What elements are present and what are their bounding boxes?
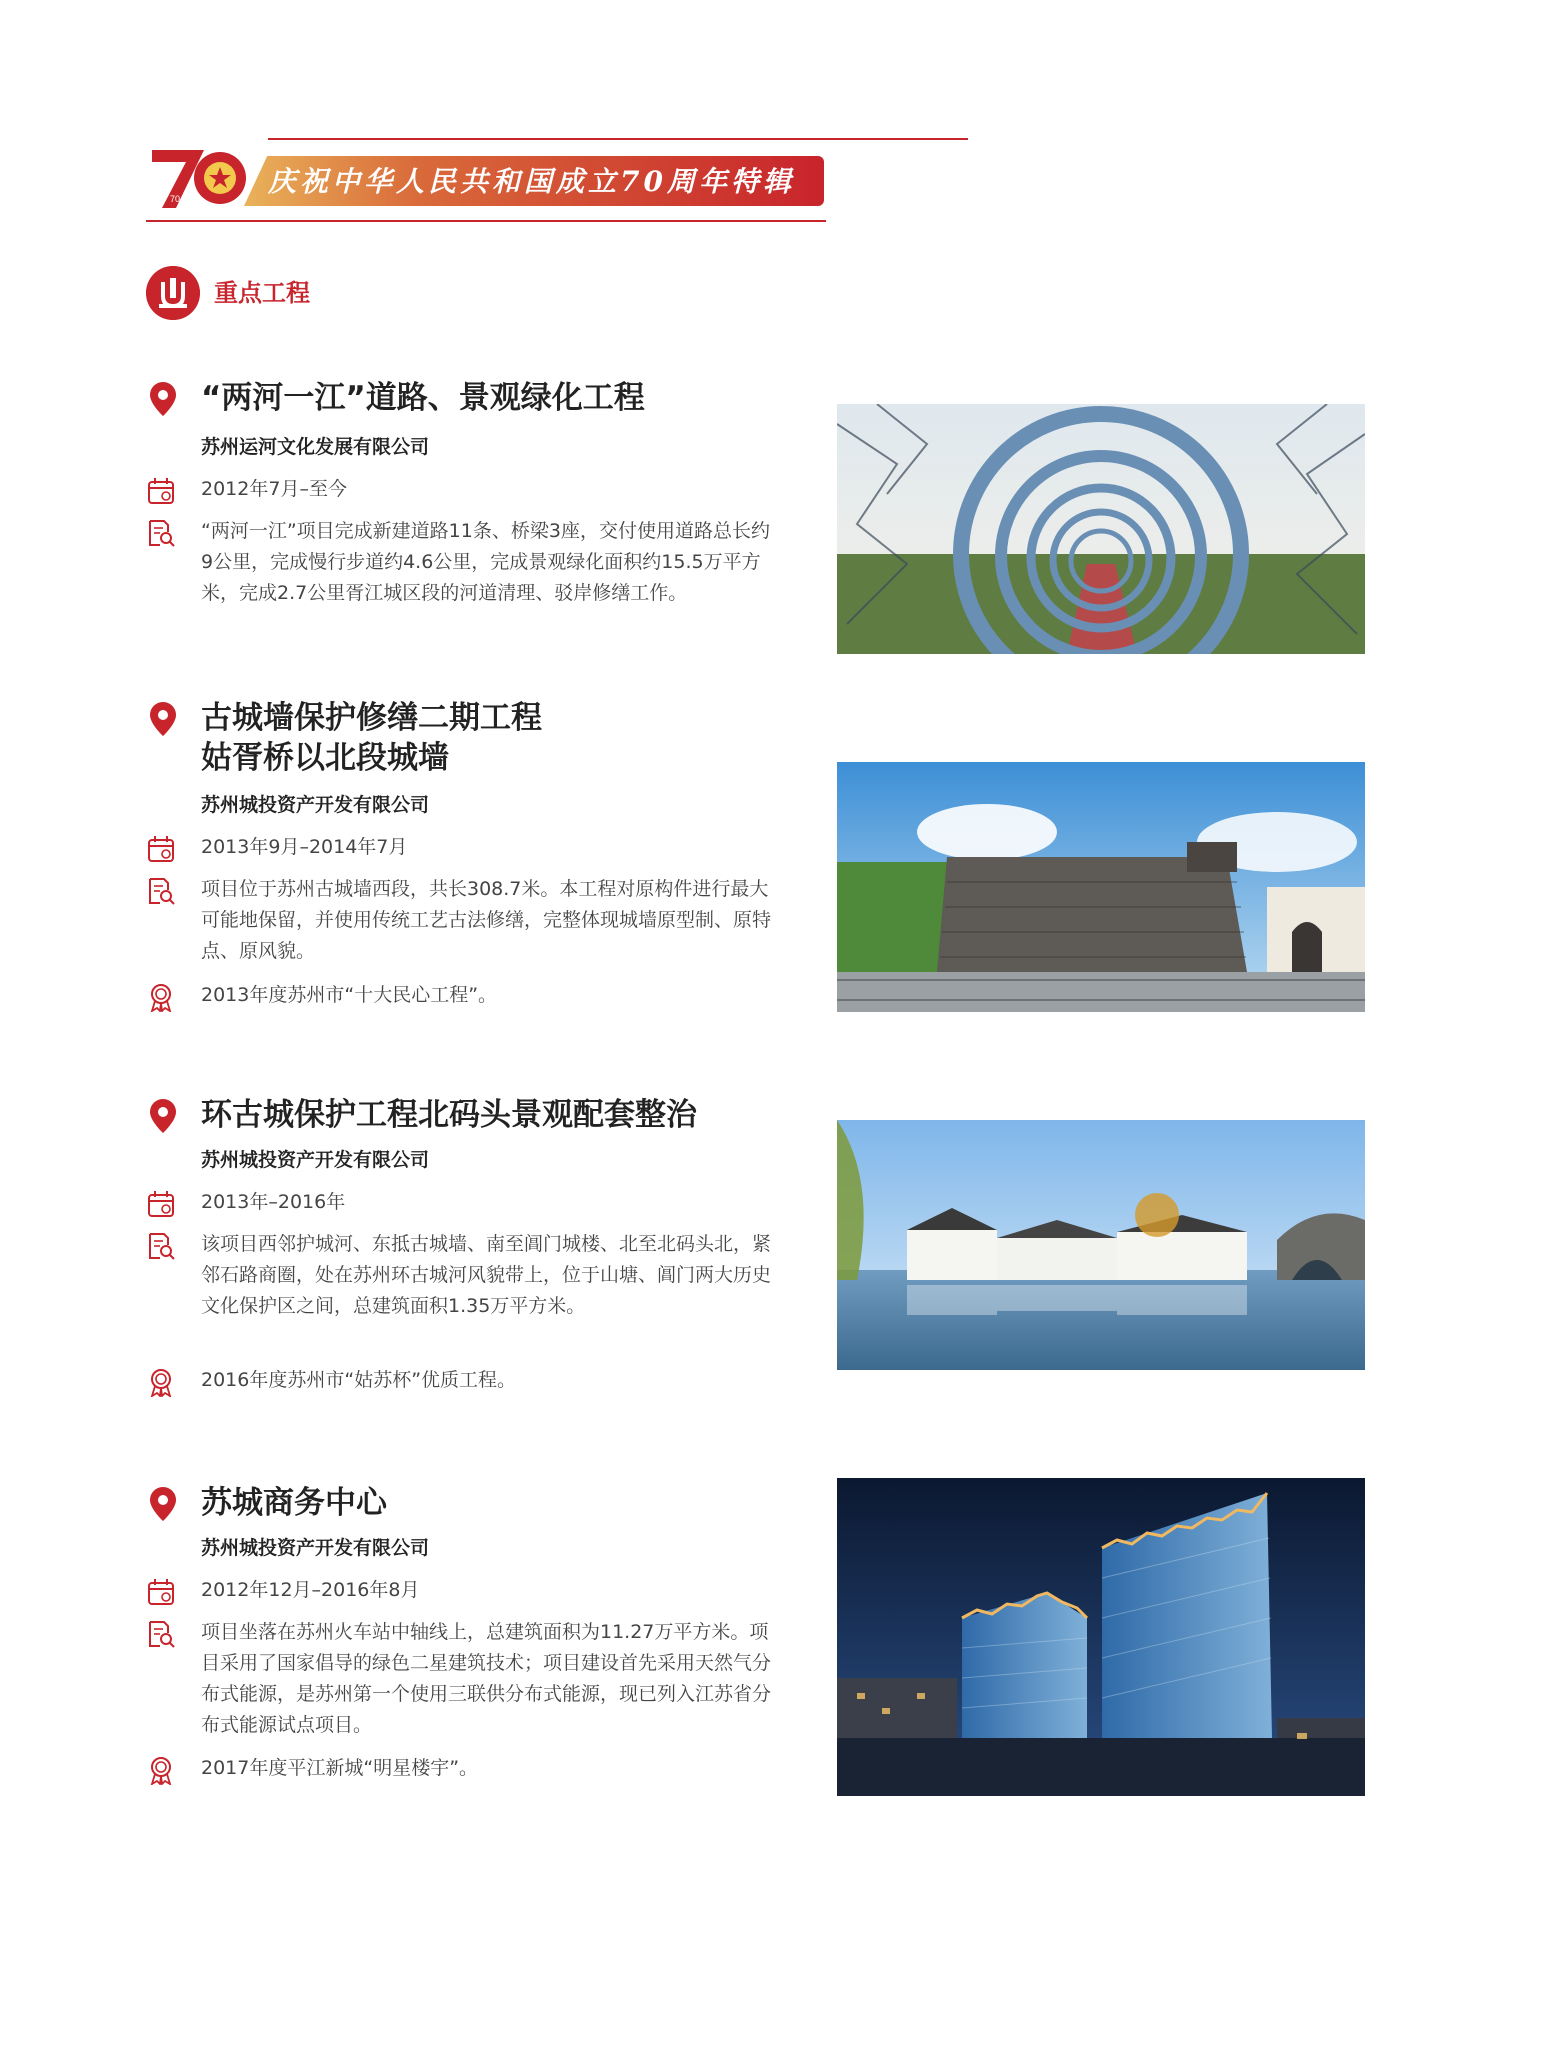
project-company: 苏州城投资产开发有限公司 (201, 1149, 430, 1171)
project-title-line-2: 姑胥桥以北段城墙 (201, 740, 449, 776)
project-period: 2012年12月–2016年8月 (201, 1579, 420, 1601)
map-pin-icon (150, 1099, 176, 1133)
project-1-photo (837, 404, 1365, 654)
project-2 (146, 698, 772, 1028)
calendar-icon (146, 476, 176, 506)
engineering-section-icon (146, 266, 200, 320)
award-ribbon-icon (146, 1755, 176, 1785)
project-title: “两河一江”道路、景观绿化工程 (201, 380, 645, 416)
project-period: 2013年9月–2014年7月 (201, 836, 408, 858)
project-1 (146, 372, 770, 652)
calendar-icon (146, 1577, 176, 1607)
riverside-pier-image (837, 1120, 1365, 1370)
award-ribbon-icon (146, 982, 176, 1012)
project-description: 项目坐落在苏州火车站中轴线上，总建筑面积为11.27万平方米。项目采用了国家倡导的绿色二星建筑技术；项目建设首先采用天然气分布式能源，是苏州第一个使用三联供分布式能源，现已列入江苏省分布式能源试点项目。 (201, 1621, 772, 1736)
project-description: “两河一江”项目完成新建道路11条、桥梁3座，交付使用道路总长约9公里，完成慢行步道约4.6公里，完成景观绿化面积约15.5万平方米，完成2.7公里胥江城区段的河道清理、驳岸修缮工作。 (201, 520, 770, 604)
project-company: 苏州运河文化发展有限公司 (201, 436, 430, 458)
circular-arch-corridor-image (837, 404, 1365, 654)
business-center-night-image (837, 1478, 1365, 1796)
banner-top-rule (268, 138, 968, 140)
banner-bottom-rule (146, 220, 826, 222)
project-award: 2017年度平江新城“明星楼宇”。 (201, 1757, 479, 1779)
project-company: 苏州城投资产开发有限公司 (201, 1537, 430, 1559)
project-description: 项目位于苏州古城墙西段，共长308.7米。本工程对原构件进行最大可能地保留，并使用传统工艺古法修缮，完整体现城墙原型制、原特点、原风貌。 (201, 878, 772, 962)
map-pin-icon (150, 1487, 176, 1521)
project-2-photo (837, 762, 1365, 1012)
project-description: 该项目西邻护城河、东抵古城墙、南至阊门城楼、北至北码头北，紧邻石路商圈，处在苏州环古城河风貌带上，位于山塘、阊门两大历史文化保护区之间，总建筑面积1.35万平方米。 (201, 1233, 772, 1317)
svg-text:70: 70 (170, 194, 181, 204)
anniversary-70-logo (146, 142, 256, 212)
award-ribbon-icon (146, 1367, 176, 1397)
map-pin-icon (150, 702, 176, 736)
city-wall-image (837, 762, 1365, 1012)
project-4 (146, 1483, 772, 1803)
calendar-icon (146, 1189, 176, 1219)
project-period: 2013年–2016年 (201, 1191, 346, 1213)
project-award: 2013年度苏州市“十大民心工程”。 (201, 984, 498, 1006)
document-magnifier-icon (146, 1619, 176, 1649)
document-magnifier-icon (146, 876, 176, 906)
document-magnifier-icon (146, 1231, 176, 1261)
project-company: 苏州城投资产开发有限公司 (201, 794, 430, 816)
document-magnifier-icon (146, 518, 176, 548)
project-title: 苏城商务中心 (201, 1485, 387, 1521)
project-3-photo (837, 1120, 1365, 1370)
project-3 (146, 1095, 772, 1415)
banner-title: 庆祝中华人民共和国成立70周年特辑 (268, 165, 795, 198)
header-banner (146, 138, 826, 224)
project-title: 环古城保护工程北码头景观配套整治 (201, 1097, 697, 1133)
calendar-icon (146, 834, 176, 864)
project-title-line-1: 古城墙保护修缮二期工程 (201, 700, 542, 736)
map-pin-icon (150, 382, 176, 416)
project-award: 2016年度苏州市“姑苏杯”优质工程。 (201, 1369, 517, 1391)
project-4-photo (837, 1478, 1365, 1796)
project-period: 2012年7月–至今 (201, 478, 347, 500)
section-title: 重点工程 (214, 279, 310, 307)
